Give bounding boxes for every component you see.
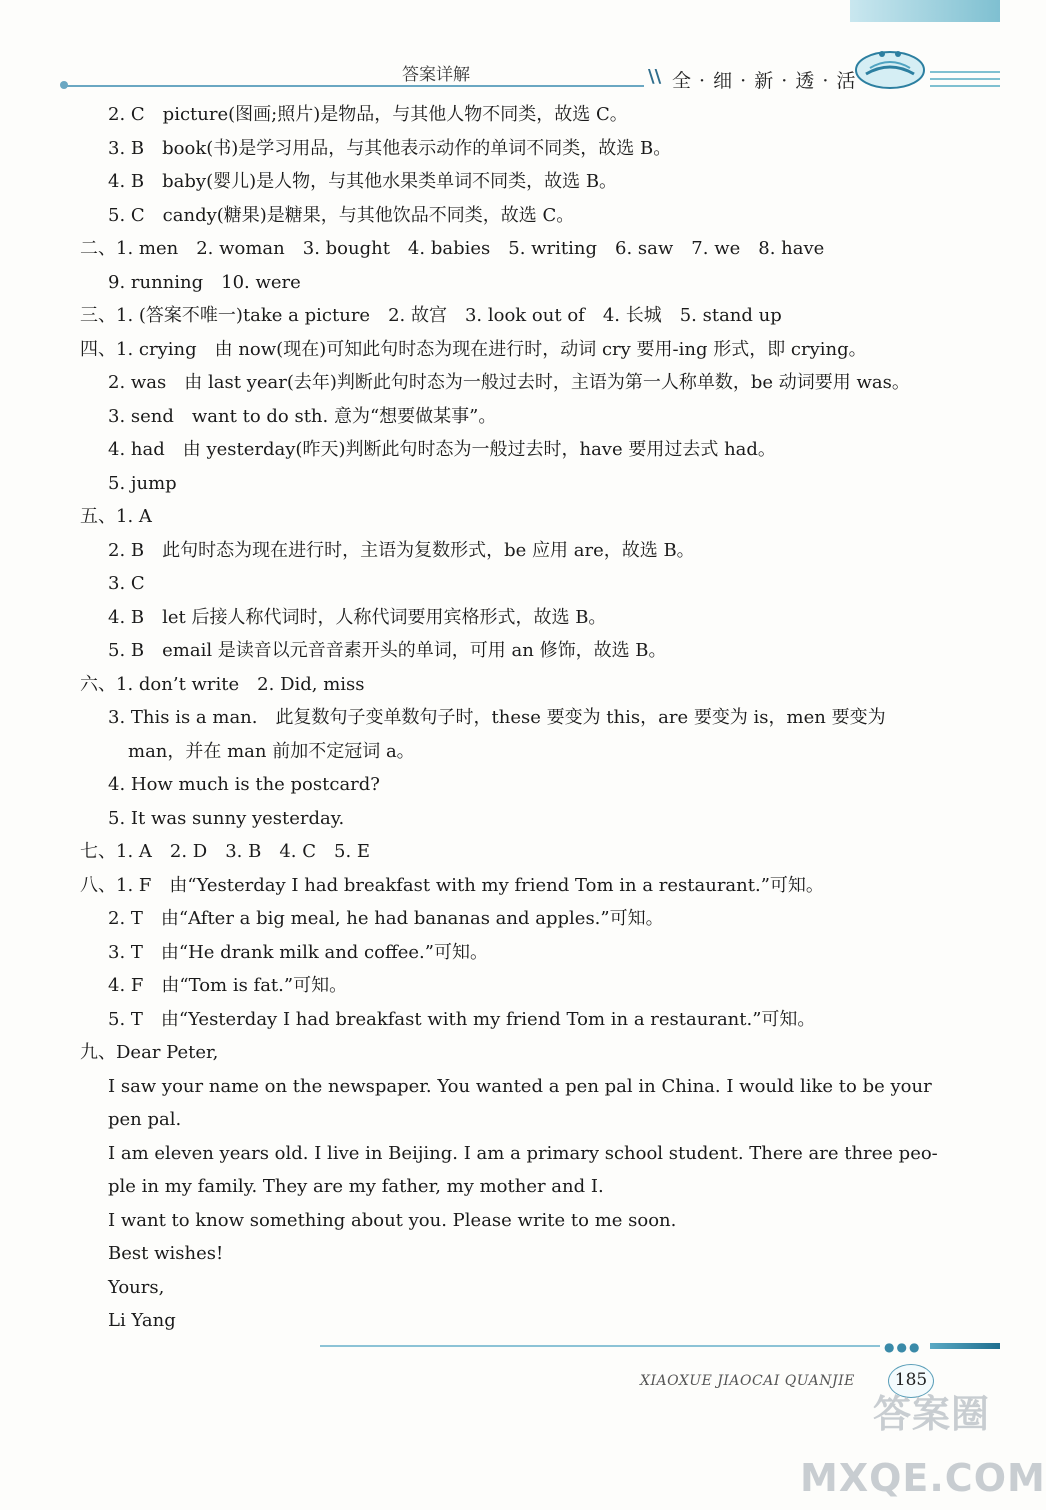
answer-line: 4. B baby(婴儿)是人物，与其他水果类单词不同类，故选 B。 [108,171,618,192]
answer-line: 四、1. crying 由 now(现在)可知此句时态为现在进行时，动词 cry 要用-ing 形式，即 crying。 [80,338,867,360]
book-logo-icon [852,40,932,92]
header-slash-icon: \\ [648,66,662,87]
answer-line: I am eleven years old. I live in Beijing. I am a primary school student. There are three peo- [108,1142,938,1164]
footer-bar [930,1343,1000,1349]
answer-line: 5. B email 是读音以元音音素开头的单词，可用 an 修饰，故选 B。 [108,640,667,661]
answer-line: 2. C picture(图画;照片)是物品，与其他人物不同类，故选 C。 [108,104,628,125]
answer-line: 2. B 此句时态为现在进行时，主语为复数形式，be 应用 are，故选 B。 [108,539,695,561]
answer-line: 九、Dear Peter, [80,1042,219,1063]
answer-line: 2. T 由“After a big meal, he had bananas and apples.”可知。 [108,908,664,929]
page-number: 185 [888,1364,934,1398]
header-tagline: 全 · 细 · 新 · 透 · 活 [672,70,857,92]
footer-series-name: XIAOXUE JIAOCAI QUANJIE [640,1373,855,1389]
answer-line: 六、1. don’t write 2. Did, miss [80,673,365,695]
answer-line: I saw your name on the newspaper. You wanted a pen pal in China. I would like to be your [108,1075,932,1097]
answer-line: 二、1. men 2. woman 3. bought 4. babies 5. writing 6. saw 7. we 8. have [80,238,825,259]
footer-dots: ●●● [884,1340,922,1354]
answer-line: I want to know something about you. Please write to me soon. [108,1209,677,1231]
answer-line: 5. C candy(糖果)是糖果，与其他饮品不同类，故选 C。 [108,204,575,226]
answer-line: 3. C [108,573,145,594]
watermark-logo: 答案圈 MXQE.COM [800,1392,1046,1500]
header-decoration-strip [850,0,1000,22]
header-decoration-lines [930,66,1000,92]
answer-line: man，并在 man 前加不定冠词 a。 [128,740,415,762]
page-header-title: 答案详解 [402,65,470,85]
answer-line: 2. was 由 last year(去年)判断此句时态为一般过去时，主语为第一人称单数，be 动词要用 was。 [108,372,910,393]
answer-line: 4. had 由 yesterday(昨天)判断此句时态为一般过去时，have 要用过去式 had。 [108,439,776,460]
footer-divider [320,1345,880,1347]
answer-line: 3. T 由“He drank milk and coffee.”可知。 [108,941,488,963]
answer-line: 七、1. A 2. D 3. B 4. C 5. E [80,841,371,862]
answer-line: 3. This is a man. 此复数句子变单数句子时，these 要变为 this，are 要变为 is，men 要变为 [108,707,886,728]
answer-line: 八、1. F 由“Yesterday I had breakfast with my friend Tom in a restaurant.”可知。 [80,874,824,896]
answer-line: Best wishes! [108,1243,224,1264]
answer-line: 三、1. (答案不唯一)take a picture 2. 故宫 3. look out of 4. 长城 5. stand up [80,305,782,326]
answer-line: 4. How much is the postcard? [108,774,380,795]
answer-line: 4. F 由“Tom is fat.”可知。 [108,975,348,996]
header-divider [64,85,644,87]
answer-line: 五、1. A [80,506,152,527]
answer-line: ple in my family. They are my father, my mother and I. [108,1176,604,1197]
answer-line: 4. B let 后接人称代词时，人称代词要用宾格形式，故选 B。 [108,606,607,628]
answer-line: 5. It was sunny yesterday. [108,807,345,829]
answer-line: Yours, [108,1276,165,1298]
answer-line: pen pal. [108,1109,182,1130]
answer-line: 5. jump [108,472,177,494]
answer-line: 3. B book(书)是学习用品，与其他表示动作的单词不同类，故选 B。 [108,137,672,159]
answer-line: Li Yang [108,1310,176,1331]
answer-line: 9. running 10. were [108,271,301,293]
answer-line: 3. send want to do sth. 意为“想要做某事”。 [108,405,497,427]
answer-line: 5. T 由“Yesterday I had breakfast with my friend Tom in a restaurant.”可知。 [108,1008,816,1030]
answer-content [80,98,938,1338]
